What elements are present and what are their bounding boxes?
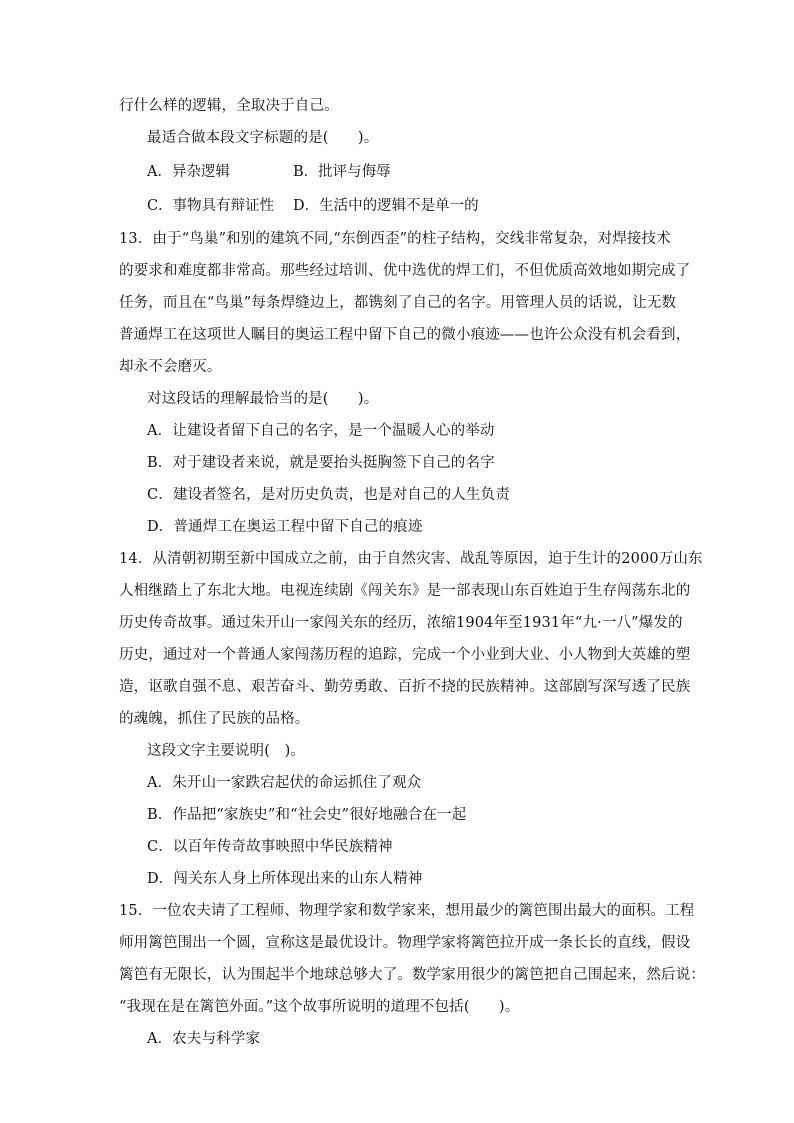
q13-option-b: B．对于建设者来说，就是要抬头挺胸签下自己的名字 xyxy=(147,455,495,471)
q15-option-a: A．农夫与科学家 xyxy=(147,1031,261,1047)
q14-line-1: 14．从清朝初期至新中国成立之前，由于自然灾害、战乱等原因，迫于生计的2000万山东 xyxy=(119,551,703,567)
q14-option-a: A．朱开山一家跌宕起伏的命运抓住了观众 xyxy=(147,775,422,791)
q14-line-4: 历史，通过对一个普通人家闯荡历程的追踪，完成一个小业到大业、小人物到大英雄的塑 xyxy=(119,647,691,663)
intro-option-a: A．异杂逻辑 xyxy=(147,164,230,180)
q15-line-1: 15．一位农夫请了工程师、物理学家和数学家来，想用最少的篱笆围出最大的面积。工程 xyxy=(119,903,695,919)
q13-line-4: 普通焊工在这项世人瞩目的奥运工程中留下自己的微小痕迹——也许公众没有机会看到， xyxy=(119,327,691,343)
intro-options-row-2 xyxy=(147,196,479,216)
q13-line-2: 的要求和难度都非常高。那些经过培训、优中选优的焊工们，不但优质高效地如期完成了 xyxy=(119,263,691,279)
q14-option-d: D．闯关东人身上所体现出来的山东人精神 xyxy=(147,871,423,887)
q14-line-3: 历史传奇故事。通过朱开山一家闯关东的经历，浓缩1904年至1931年“九·一八”爆发的 xyxy=(119,615,683,631)
intro-options-row-1 xyxy=(147,162,391,182)
q14-option-c: C．以百年传奇故事映照中华民族精神 xyxy=(147,839,393,855)
intro-option-d: D．生活中的逻辑不是单一的 xyxy=(293,198,479,214)
q15-line-4: “我现在是在篱笆外面。”这个故事所说明的道理不包括( )。 xyxy=(119,999,520,1015)
q14-option-b: B．作品把“家族史”和“社会史”很好地融合在一起 xyxy=(147,807,467,823)
q15-line-3: 篱笆有无限长，认为围起半个地球总够大了。数学家用很少的篱笆把自己围起来，然后说： xyxy=(119,967,705,983)
q13-option-c: C．建设者签名，是对历史负责，也是对自己的人生负责 xyxy=(147,487,510,503)
q15-line-2: 师用篱笆围出一个圆，宣称这是最优设计。物理学家将篱笆拉开成一条长长的直线，假设 xyxy=(119,935,691,951)
q13-line-3: 任务，而且在“鸟巢”每条焊缝边上，都镌刻了自己的名字。用管理人员的话说，让无数 xyxy=(119,295,677,311)
intro-option-b: B．批评与侮辱 xyxy=(293,164,391,180)
q13-line-1: 13．由于“鸟巢”和别的建筑不同,“东倒西歪”的柱子结构，交线非常复杂，对焊接技术 xyxy=(119,231,671,247)
intro-question: 最适合做本段文字标题的是( )。 xyxy=(147,130,379,146)
intro-option-c: C．事物具有辩证性 xyxy=(147,198,275,214)
q14-line-2: 人相继踏上了东北大地。电视连续剧《闯关东》是一部表现山东百姓迫于生存闯荡东北的 xyxy=(119,583,691,599)
q13-line-5: 却永不会磨灭。 xyxy=(119,359,222,375)
q14-question: 这段文字主要说明( )。 xyxy=(147,743,306,759)
q13-option-a: A．让建设者留下自己的名字，是一个温暖人心的举动 xyxy=(147,423,495,439)
q14-line-5: 造，讴歌自强不息、艰苦奋斗、勤劳勇敢、百折不挠的民族精神。这部剧写深写透了民族 xyxy=(119,679,691,695)
q13-question: 对这段话的理解最恰当的是( )。 xyxy=(147,391,379,407)
carry-over-line: 行什么样的逻辑，全取决于自己。 xyxy=(119,98,339,114)
q14-line-6: 的魂魄，抓住了民族的品格。 xyxy=(119,711,310,727)
q13-option-d: D．普通焊工在奥运工程中留下自己的痕迹 xyxy=(147,519,423,535)
